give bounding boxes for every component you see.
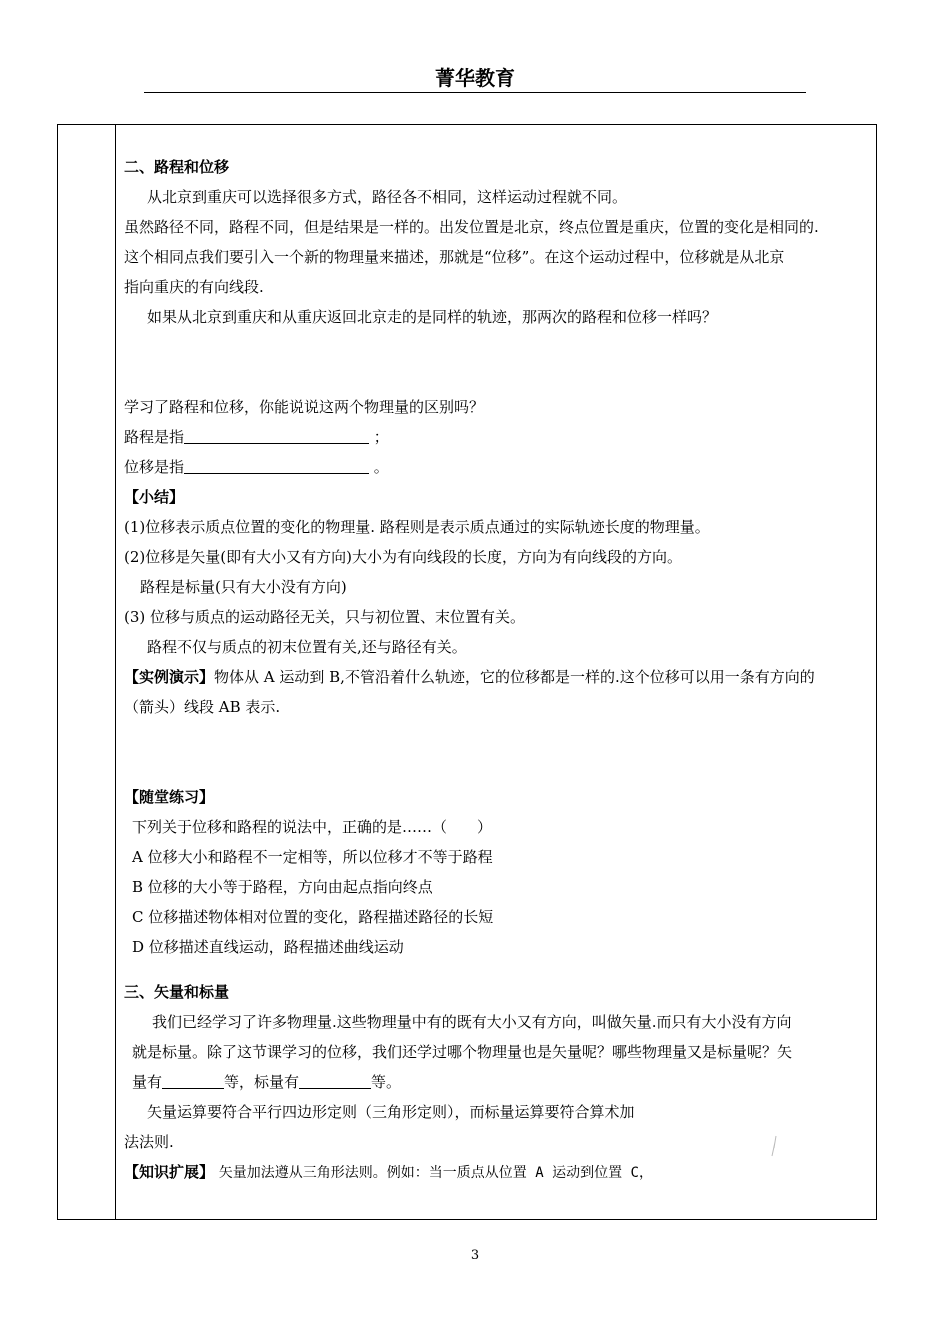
option-c: C 位移描述物体相对位置的变化，路程描述路径的长短 [132, 908, 494, 926]
option-b: B 位移的大小等于路程，方向由起点指向终点 [132, 878, 433, 896]
pen-mark [770, 1134, 778, 1164]
summary-heading: 【小结】 [124, 488, 185, 506]
page-number: 3 [470, 1248, 480, 1263]
fill-end: ； [373, 428, 389, 446]
paragraph: 我们已经学习了许多物理量.这些物理量中有的既有大小又有方向，叫做矢量.而只有大小没有方向 [152, 1013, 792, 1031]
fill-line-displacement [124, 452, 869, 482]
fill-end: 。 [373, 458, 389, 476]
paragraph: 这个相同点我们要引入一个新的物理量来描述，那就是“位移”。在这个运动过程中，位移就是从北京 [124, 248, 785, 266]
question: 学习了路程和位移，你能说说这两个物理量的区别吗？ [124, 398, 485, 416]
fill-line-vector-scalar [124, 1067, 869, 1097]
summary-item: 路程不仅与质点的初末位置有关,还与路径有关。 [147, 638, 467, 656]
extension-text: 矢量加法遵从三角形法则。例如：当一质点从位置 A 运动到位置 C， [218, 1165, 653, 1181]
paragraph: 就是标量。除了这节课学习的位移，我们还学过哪个物理量也是矢量呢？哪些物理量又是标量呢？矢 [132, 1043, 793, 1061]
practice-heading: 【随堂练习】 [124, 788, 215, 806]
fill-label: 路程是指 [124, 428, 185, 446]
section-heading-vector-scalar: 三、矢量和标量 [124, 983, 230, 1001]
demo-heading: 【实例演示】 [124, 668, 215, 686]
fill-label: 位移是指 [124, 458, 185, 476]
fill-label: 量有 [132, 1073, 163, 1091]
paragraph: 如果从北京到重庆和从重庆返回北京走的是同样的轨迹，那两次的路程和位移一样吗？ [147, 308, 718, 326]
fill-mid: 等，标量有 [224, 1073, 300, 1091]
fill-end: 等。 [371, 1073, 402, 1091]
demo-text: 物体从 A 运动到 B,不管沿着什么轨迹，它的位移都是一样的.这个位移可以用一条有方向的 [214, 668, 815, 686]
frame-divider [115, 125, 116, 1219]
practice-question: 下列关于位移和路程的说法中，正确的是……（ ） [132, 818, 493, 836]
option-a: A 位移大小和路程不一定相等，所以位移才不等于路程 [132, 848, 493, 866]
summary-item: 路程是标量(只有大小没有方向) [140, 578, 347, 596]
option-d: D 位移描述直线运动，路程描述曲线运动 [132, 938, 404, 956]
paragraph: 指向重庆的有向线段. [124, 278, 264, 296]
demo-line [124, 662, 869, 692]
summary-item: (3) 位移与质点的运动路径无关，只与初位置、末位置有关。 [124, 608, 526, 626]
paragraph: 从北京到重庆可以选择很多方式，路径各不相同，这样运动过程就不同。 [147, 188, 628, 206]
summary-item: (1)位移表示质点位置的变化的物理量. 路程则是表示质点通过的实际轨迹长度的物理量。 [124, 518, 710, 536]
paragraph: 虽然路径不同，路程不同，但是结果是一样的。出发位置是北京，终点位置是重庆，位置的变化是相同的. [124, 218, 819, 236]
answer-blank[interactable] [184, 426, 369, 444]
answer-blank[interactable] [162, 1071, 224, 1089]
summary-item: (2)位移是矢量(即有大小又有方向)大小为有向线段的长度，方向为有向线段的方向。 [124, 548, 682, 566]
answer-blank[interactable] [299, 1071, 371, 1089]
extension-line [124, 1157, 869, 1187]
header-rule [144, 92, 806, 93]
answer-blank[interactable] [184, 456, 369, 474]
extension-heading: 【知识扩展】 [124, 1163, 215, 1181]
section-heading-distance-displacement: 二、路程和位移 [124, 158, 230, 176]
fill-line-distance [124, 422, 869, 452]
content-body [124, 152, 869, 1187]
paragraph: 法法则. [124, 1133, 174, 1151]
header-title: 菁华教育 [435, 66, 515, 90]
paragraph: 矢量运算要符合平行四边形定则（三角形定则），而标量运算要符合算术加 [147, 1103, 635, 1121]
demo-text: （箭头）线段 AB 表示. [124, 698, 281, 716]
